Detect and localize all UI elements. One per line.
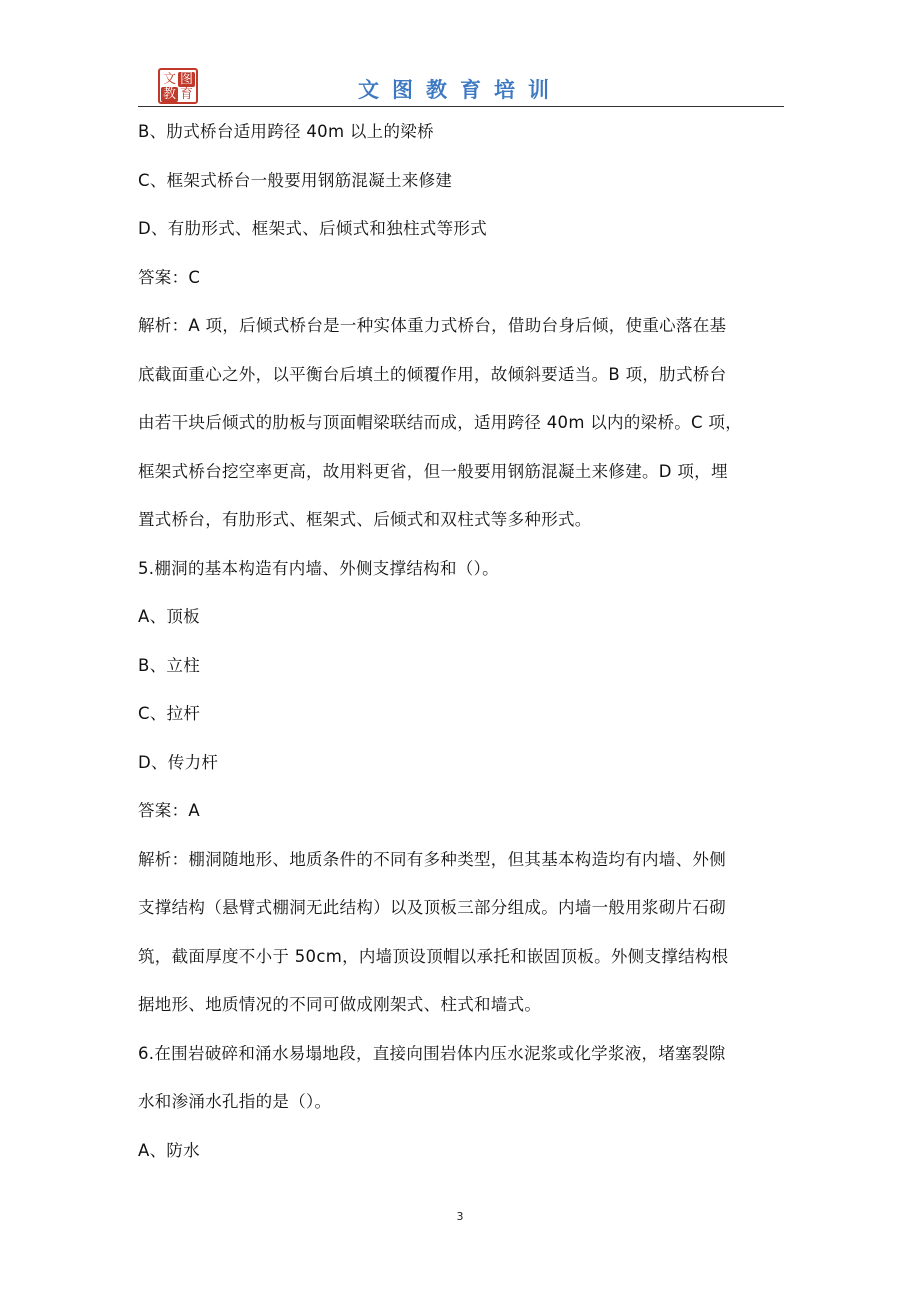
- text-line: 由若干块后倾式的肋板与顶面帽梁联结而成，适用跨径 40m 以内的梁桥。C 项，: [138, 413, 743, 432]
- text-line: D、有肋形式、框架式、后倾式和独柱式等形式: [138, 219, 488, 238]
- logo-char: 文: [162, 72, 176, 87]
- logo-char: 育: [179, 87, 193, 102]
- option-line: B、立柱: [138, 655, 201, 675]
- text-line: B、肋式桥台适用跨径 40m 以上的梁桥: [138, 122, 434, 141]
- option-line: A、防水: [138, 1140, 200, 1160]
- answer-line: 答案：C: [138, 267, 201, 287]
- text-line: 框架式桥台挖空率更高，故用料更省，但一般要用钢筋混凝土来修建。D 项，埋: [138, 461, 728, 481]
- logo-char: 图: [179, 72, 193, 87]
- text-line: 支撑结构（悬臂式棚洞无此结构）以及顶板三部分组成。内墙一般用浆砌片石砌: [138, 898, 726, 917]
- document-body: [138, 108, 788, 1175]
- option-line: D、传力杆: [138, 752, 219, 772]
- text-line: 置式桥台，有肋形式、框架式、后倾式和双柱式等多种形式。: [138, 510, 592, 529]
- header-title: 文图教育培训: [358, 77, 562, 102]
- question-line: 5.棚洞的基本构造有内墙、外侧支撑结构和（）。: [138, 558, 499, 578]
- text-line: 解析：棚洞随地形、地质条件的不同有多种类型，但其基本构造均有内墙、外侧: [138, 849, 726, 869]
- logo-char: 教: [162, 87, 176, 102]
- brand-logo: [158, 68, 198, 104]
- option-line: C、拉杆: [138, 704, 201, 723]
- header-divider: [138, 106, 784, 107]
- text-line: 解析：A 项，后倾式桥台是一种实体重力式桥台，借助台身后倾，使重心落在基: [138, 316, 727, 335]
- text-line: 据地形、地质情况的不同可做成刚架式、柱式和墙式。: [138, 995, 542, 1014]
- text-line: C、框架式桥台一般要用钢筋混凝土来修建: [138, 170, 453, 190]
- option-line: A、顶板: [138, 607, 200, 626]
- question-line: 6.在围岩破碎和涌水易塌地段，直接向围岩体内压水泥浆或化学浆液，堵塞裂隙: [138, 1043, 726, 1063]
- page-header: [138, 66, 784, 108]
- text-line: 筑，截面厚度不小于 50cm，内墙顶设顶帽以承托和嵌固顶板。外侧支撑结构根: [138, 946, 729, 966]
- text-line: 底截面重心之外，以平衡台后填土的倾覆作用，故倾斜要适当。B 项，肋式桥台: [138, 364, 727, 384]
- page-number: 3: [456, 1210, 464, 1223]
- answer-line: 答案：A: [138, 801, 200, 820]
- question-line: 水和渗涌水孔指的是（）。: [138, 1092, 332, 1111]
